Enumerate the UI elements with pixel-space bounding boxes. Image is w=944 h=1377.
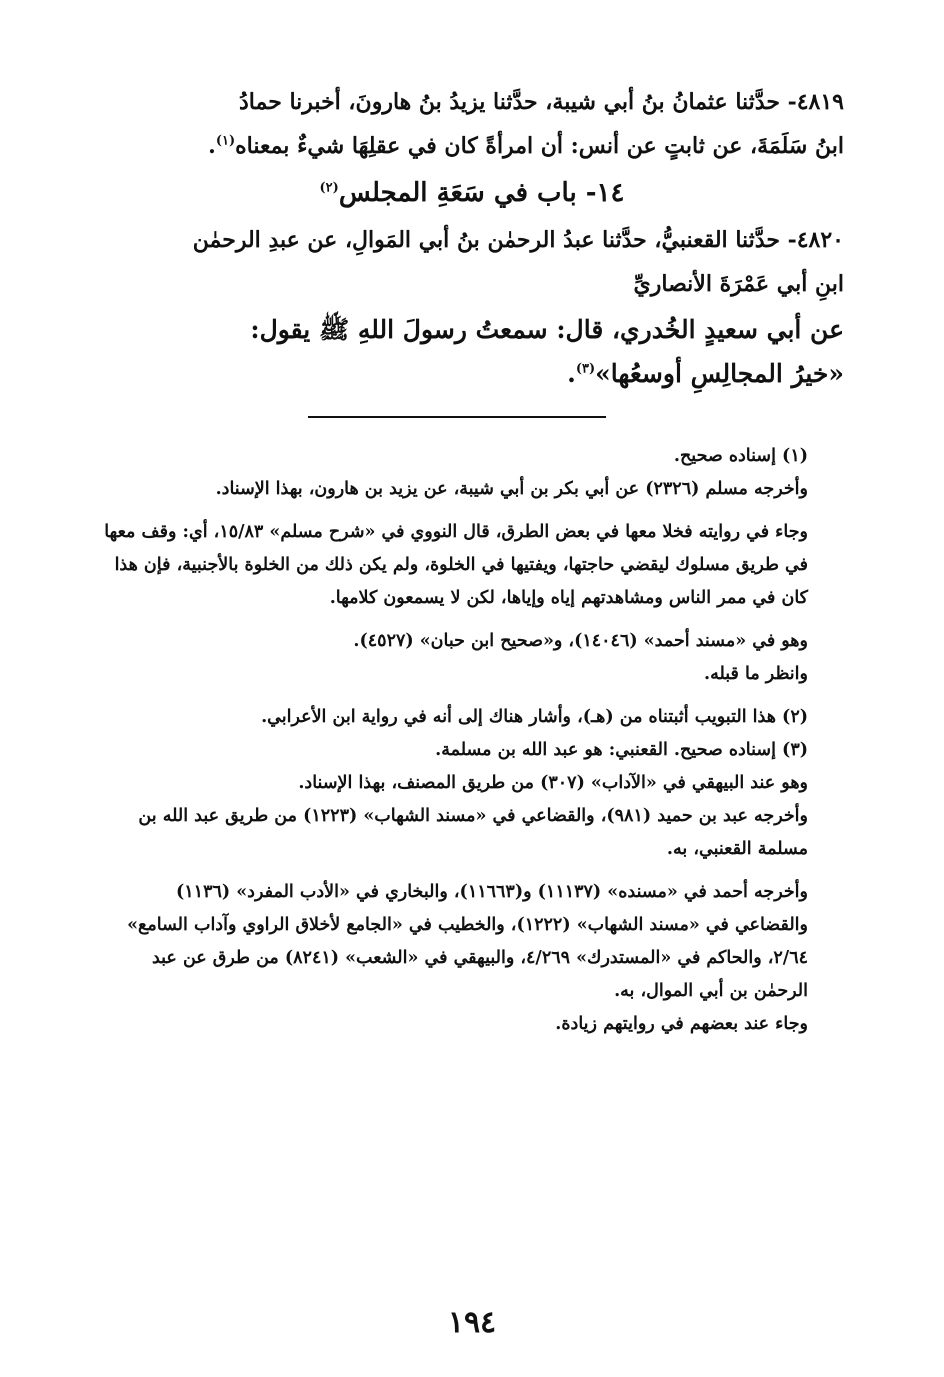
hadith-4820-line1: ٤٨٢٠- حدَّثنا القعنبيُّ، حدَّثنا عبدُ الرحمٰن بنُ أبي المَوالِ، عن عبدِ الرحمٰن	[192, 227, 844, 253]
footnote-1-b: وأخرجه مسلم (٢٣٢٦) عن أبي بكر بن أبي شيبة، عن يزيد بن هارون، بهذا الإسناد.	[215, 479, 808, 499]
footnote-1-e: وانظر ما قبله.	[703, 664, 808, 684]
hadith-4820-matn	[100, 308, 844, 396]
footnote-divider	[308, 416, 606, 418]
book-page	[100, 80, 844, 1377]
hadith-4820-isnad	[100, 218, 844, 306]
hadith-4819	[100, 80, 844, 168]
footnote-3-a: (٣) إسناده صحيح. القعنبي: هو عبد الله بن مسلمة.	[435, 740, 808, 760]
footnote-1-a: (١) إسناده صحيح.	[673, 446, 808, 466]
footnote-ref-2: (٢)	[319, 180, 339, 196]
hadith-4820-line2: ابنِ أبي عَمْرَةَ الأنصاريِّ	[633, 271, 844, 297]
footnote-1-c: وجاء في روايته فخلا معها في بعض الطرق، قال النووي في «شرح مسلم» ١٥/٨٣، أي: وقف معها في طريق مسلوك ليقضي حاجتها، ويفتيها في الخلوة، ولم يكن ذلك من الخلوة بالأجنبية، فإن هذا كان في ممر الناس ومشاهدتهم إياه وإياها، لكن لا يسمعون كلامها.	[104, 522, 808, 608]
page-number: ١٩٤	[447, 1305, 497, 1340]
footnote-3-e: وجاء عند بعضهم في روايتهم زيادة.	[555, 1014, 808, 1034]
footnote-3-c: وأخرجه عبد بن حميد (٩٨١)، والقضاعي في «مسند الشهاب» (١٢٢٣) من طريق عبد الله بن مسلمة القعنبي، به.	[138, 806, 808, 859]
chapter-heading	[100, 168, 844, 218]
chapter-title: ١٤- باب في سَعَةِ المجلس	[338, 178, 625, 208]
hadith-4820-line3: عن أبي سعيدٍ الخُدري، قال: سمعتُ رسولَ اللهِ ﷺ يقول:	[250, 315, 844, 344]
hadith-4819-line2: ابنُ سَلَمَةَ، عن ثابتٍ عن أنس: أن امرأةً كان في عقلِهَا شيءٌ بمعناه	[235, 133, 844, 159]
hadith-4819-line1: ٤٨١٩- حدَّثنا عثمانُ بنُ أبي شيبة، حدَّثنا يزيدُ بنُ هارونَ، أخبرنا حمادُ	[238, 89, 844, 115]
footnotes	[100, 440, 844, 1041]
footnote-3-b: وهو عند البيهقي في «الآداب» (٣٠٧) من طريق المصنف، بهذا الإسناد.	[298, 773, 808, 793]
hadith-4819-end: .	[208, 133, 216, 159]
hadith-4820-end: .	[567, 359, 576, 388]
footnote-3-d: وأخرجه أحمد في «مسنده» (١١١٣٧) و(١١٦٦٣)، والبخاري في «الأدب المفرد» (١١٣٦) والقضاعي في «مسند الشهاب» (١٢٢٢)، والخطيب في «الجامع لأخلاق الراوي وآداب السامع» ٢/٦٤، والحاكم في «المستدرك» ٤/٢٦٩، والبيهقي في «الشعب» (٨٢٤١) من طرق عن عبد الرحمٰن بن أبي الموال، به.	[127, 882, 808, 1001]
footnote-1-d: وهو في «مسند أحمد» (١٤٠٤٦)، و«صحيح ابن حبان» (٤٥٢٧).	[353, 631, 808, 651]
footnote-ref-1: (١)	[215, 133, 236, 149]
hadith-4820-line4: «خيرُ المجالِسِ أوسعُها»	[595, 359, 844, 388]
footnote-ref-3: (٣)	[575, 361, 596, 377]
footnote-2: (٢) هذا التبويب أثبتناه من (هـ)، وأشار هناك إلى أنه في رواية ابن الأعرابي.	[261, 707, 808, 727]
